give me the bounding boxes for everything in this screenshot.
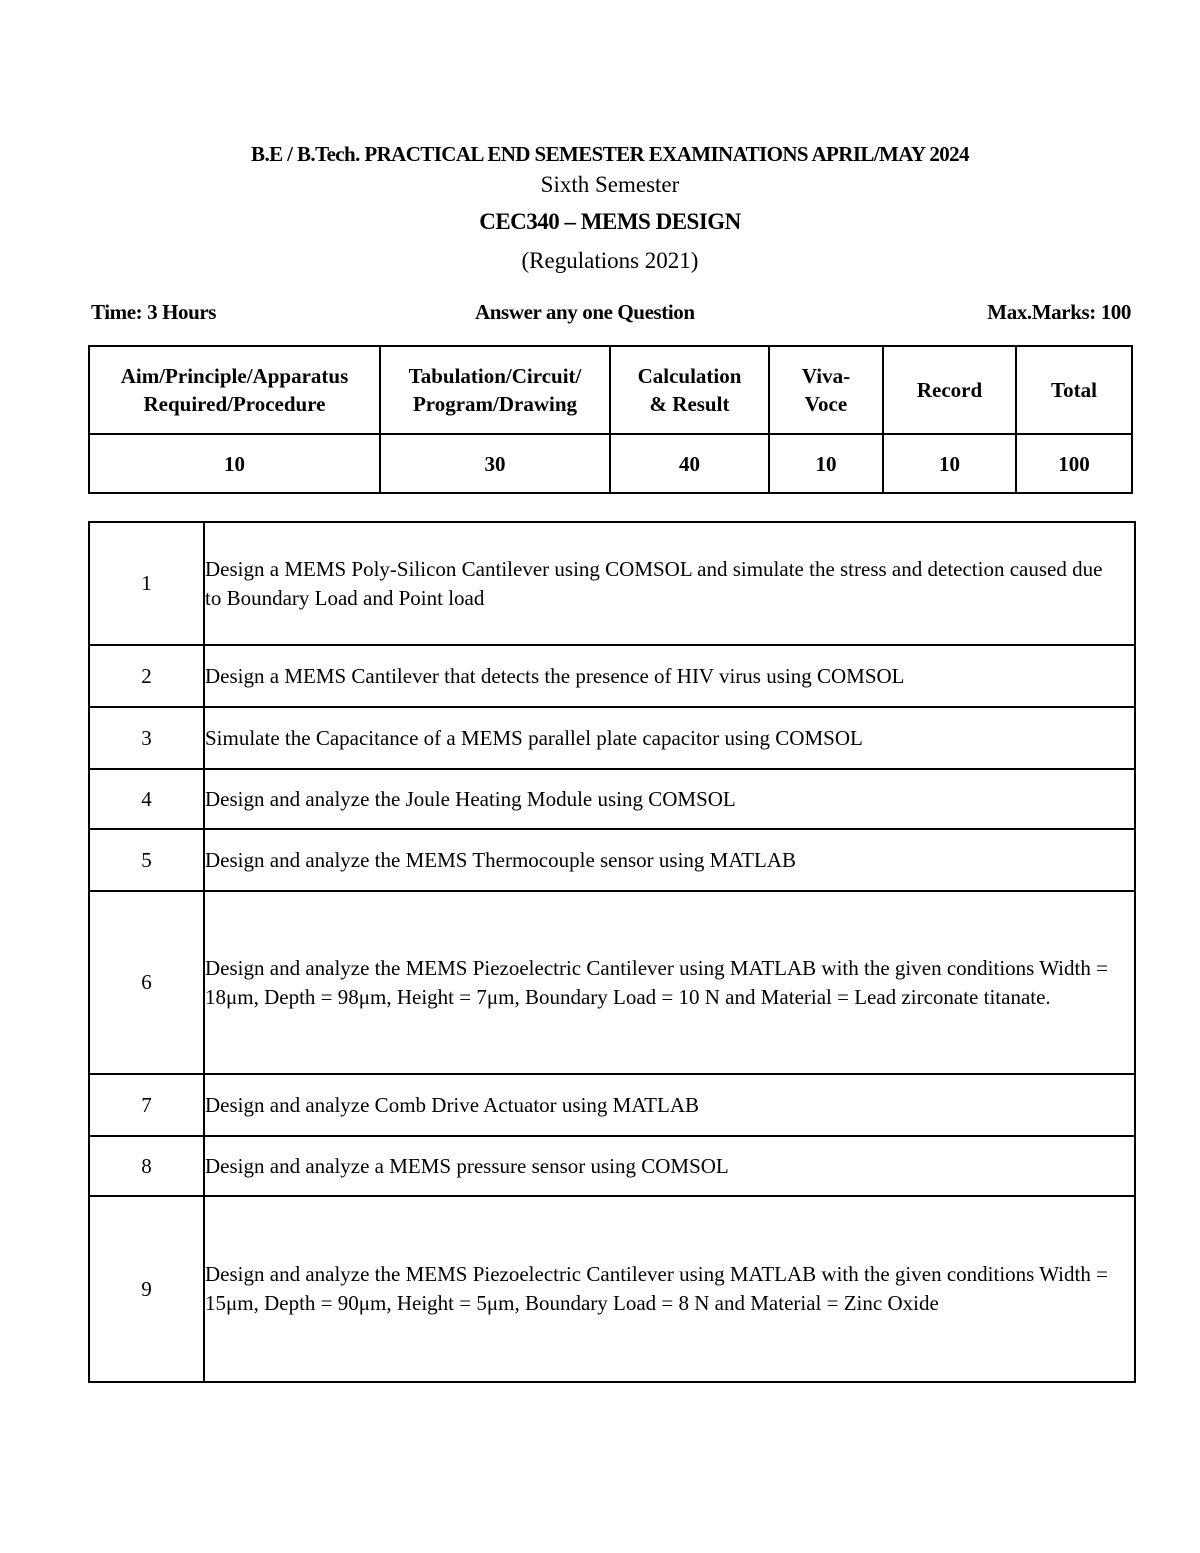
marks-value-calculation: 40 (610, 434, 769, 493)
header-line: Viva- (801, 364, 851, 388)
marks-value-tabulation: 30 (380, 434, 610, 493)
header-cell-calculation (610, 346, 769, 434)
question-number: 5 (89, 829, 204, 891)
question-row (89, 522, 1135, 645)
header-line: Total (1051, 378, 1097, 402)
marks-header-row (89, 346, 1132, 434)
question-number: 1 (89, 522, 204, 645)
header-line: Required/Procedure (143, 392, 326, 416)
question-text: Design and analyze Comb Drive Actuator using MATLAB (204, 1074, 1135, 1136)
question-number: 4 (89, 769, 204, 829)
questions-table (88, 521, 1136, 1383)
question-number: 8 (89, 1136, 204, 1196)
question-row (89, 1074, 1135, 1136)
marks-distribution-table (88, 345, 1133, 494)
semester-label: Sixth Semester (540, 172, 680, 197)
regulations-label: (Regulations 2021) (521, 248, 699, 273)
question-row (89, 1196, 1135, 1382)
question-text: Design a MEMS Cantilever that detects the presence of HIV virus using COMSOL (204, 645, 1135, 707)
question-row (89, 707, 1135, 769)
course-title: CEC340 – MEMS DESIGN (479, 209, 741, 234)
marks-value-viva: 10 (769, 434, 883, 493)
header-line: Record (916, 378, 983, 402)
question-text: Simulate the Capacitance of a MEMS parallel plate capacitor using COMSOL (204, 707, 1135, 769)
header-line: Program/Drawing (412, 392, 578, 416)
question-row (89, 891, 1135, 1074)
question-row (89, 829, 1135, 891)
header-line: Calculation (637, 364, 742, 388)
question-text: Design and analyze the MEMS Piezoelectric Cantilever using MATLAB with the given conditions Width = 15μm, Depth = 90μm, Height = 5μm, Boundary Load = 8 N and Material = Zinc Oxide (204, 1196, 1135, 1382)
question-number: 7 (89, 1074, 204, 1136)
question-row (89, 1136, 1135, 1196)
question-text: Design a MEMS Poly-Silicon Cantilever using COMSOL and simulate the stress and detection caused due to Boundary Load and Point load (204, 522, 1135, 645)
header-line: Tabulation/Circuit/ (408, 364, 582, 388)
question-text: Design and analyze the MEMS Piezoelectric Cantilever using MATLAB with the given conditions Width = 18μm, Depth = 98μm, Height = 7μm, Boundary Load = 10 N and Material = Lead zirconate titanate. (204, 891, 1135, 1074)
marks-value-total: 100 (1016, 434, 1132, 493)
time-info: Time: 3 Hours (91, 300, 217, 324)
question-text: Design and analyze the Joule Heating Module using COMSOL (204, 769, 1135, 829)
header-line: Aim/Principle/Apparatus (120, 364, 349, 388)
question-number: 9 (89, 1196, 204, 1382)
header-cell-total (1016, 346, 1132, 434)
marks-value-record: 10 (883, 434, 1016, 493)
header-cell-record (883, 346, 1016, 434)
marks-values-row (89, 434, 1132, 493)
header-cell-viva (769, 346, 883, 434)
marks-value-aim: 10 (89, 434, 380, 493)
header-cell-tabulation (380, 346, 610, 434)
header-cell-aim (89, 346, 380, 434)
max-marks: Max.Marks: 100 (987, 300, 1131, 324)
question-number: 2 (89, 645, 204, 707)
header-line: & Result (649, 392, 730, 416)
exam-title: B.E / B.Tech. PRACTICAL END SEMESTER EXAMINATIONS APRIL/MAY 2024 (251, 142, 969, 166)
question-number: 6 (89, 891, 204, 1074)
question-text: Design and analyze a MEMS pressure sensor using COMSOL (204, 1136, 1135, 1196)
header-line: Voce (804, 392, 848, 416)
question-row (89, 769, 1135, 829)
instruction: Answer any one Question (475, 300, 695, 324)
question-text: Design and analyze the MEMS Thermocouple sensor using MATLAB (204, 829, 1135, 891)
question-row (89, 645, 1135, 707)
question-number: 3 (89, 707, 204, 769)
